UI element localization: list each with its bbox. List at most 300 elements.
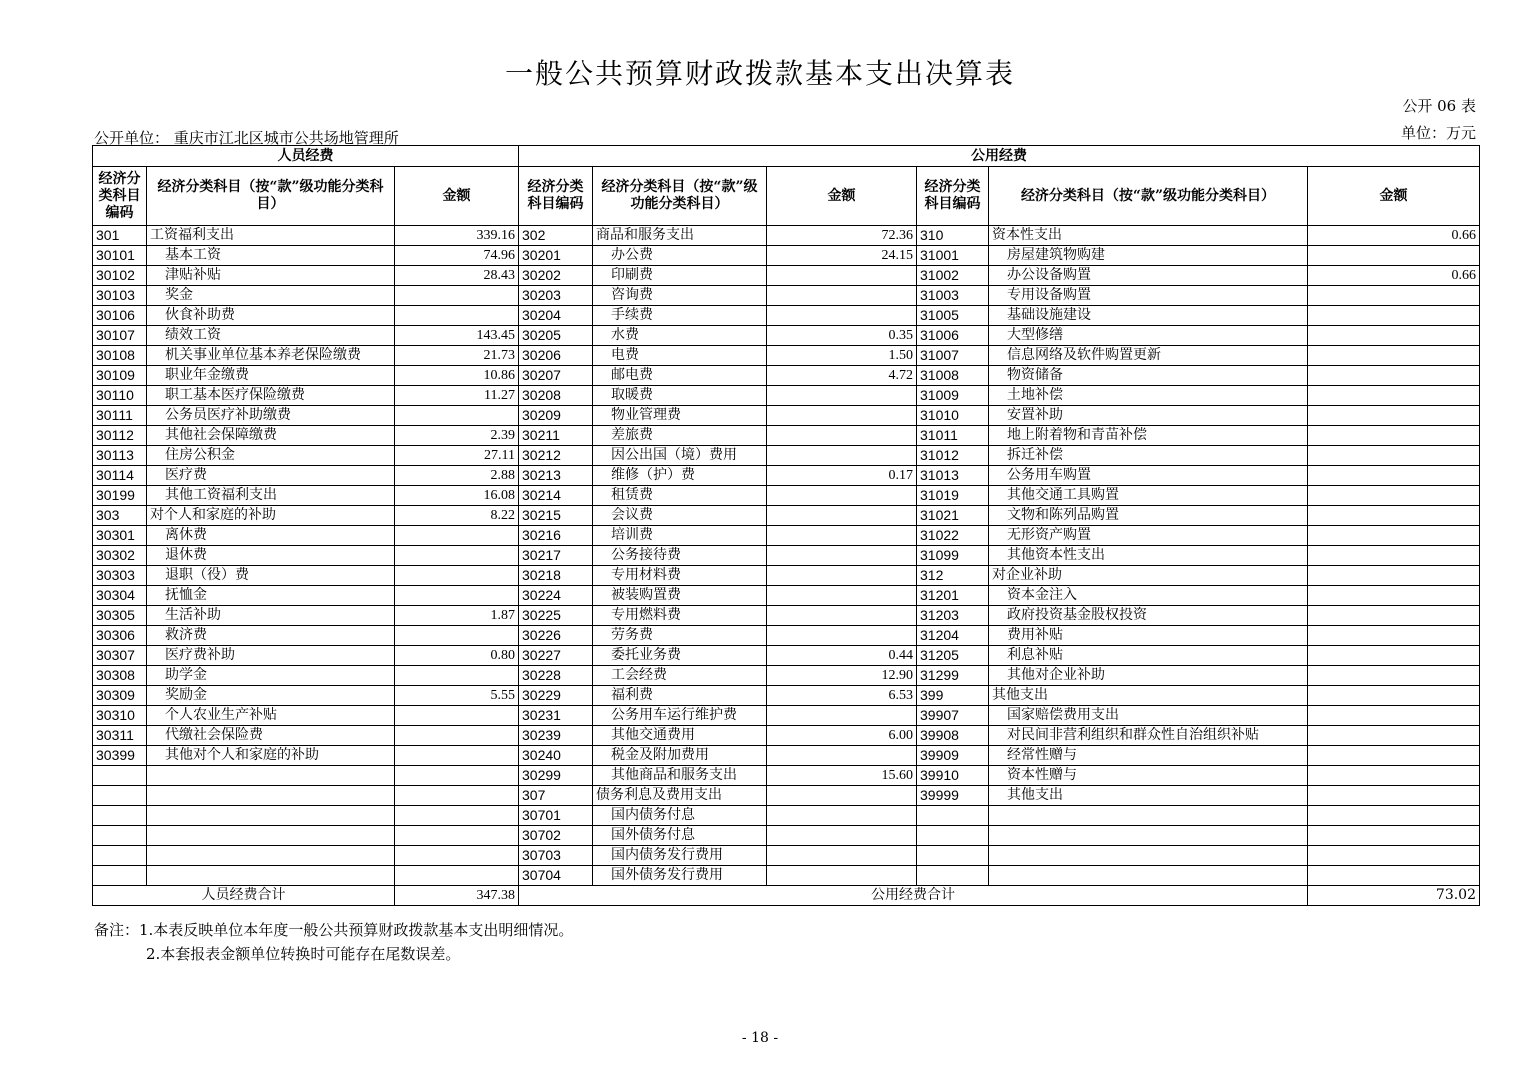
code-cell: 31008 [917,366,989,386]
name-cell: 对企业补助 [989,566,1308,586]
amount-cell [767,526,917,546]
name-cell: 专用燃料费 [593,606,767,626]
code-cell: 307 [519,786,593,806]
code-cell: 31009 [917,386,989,406]
name-cell: 办公费 [593,246,767,266]
notes [94,918,573,966]
code-cell: 31013 [917,466,989,486]
code-cell: 30205 [519,326,593,346]
table-row [93,746,1480,766]
amount-cell [767,426,917,446]
amount-cell: 72.36 [767,226,917,246]
amount-cell [1308,866,1480,886]
code-cell [93,826,147,846]
name-cell: 职工基本医疗保险缴费 [147,386,395,406]
amount-cell [1308,426,1480,446]
code-cell: 31022 [917,526,989,546]
code-cell: 30114 [93,466,147,486]
amount-cell [767,826,917,846]
amount-cell [1308,686,1480,706]
name-cell: 对民间非营利组织和群众性自治组织补贴 [989,726,1308,746]
code-cell: 30112 [93,426,147,446]
table-row [93,686,1480,706]
name-cell: 咨询费 [593,286,767,306]
name-cell [989,826,1308,846]
name-cell [147,766,395,786]
name-cell: 基础设施建设 [989,306,1308,326]
code-cell: 30229 [519,686,593,706]
code-cell: 31203 [917,606,989,626]
code-cell: 39910 [917,766,989,786]
expenditure-table [92,145,1480,906]
table-row [93,646,1480,666]
amount-cell [767,566,917,586]
name-cell: 电费 [593,346,767,366]
name-cell: 物业管理费 [593,406,767,426]
name-cell: 培训费 [593,526,767,546]
name-cell: 其他支出 [989,786,1308,806]
name-cell: 其他资本性支出 [989,546,1308,566]
amount-cell [1308,446,1480,466]
name-cell: 其他对企业补助 [989,666,1308,686]
name-cell: 国家赔偿费用支出 [989,706,1308,726]
name-cell: 被装购置费 [593,586,767,606]
name-cell: 利息补贴 [989,646,1308,666]
code-cell: 30239 [519,726,593,746]
table-row [93,586,1480,606]
amount-cell [1308,466,1480,486]
public-total-label: 公用经费合计 [519,886,1308,906]
name-cell: 国内债务付息 [593,806,767,826]
table-row [93,426,1480,446]
code-cell: 30701 [519,806,593,826]
amount-cell: 8.22 [395,506,519,526]
amount-cell [767,746,917,766]
code-cell: 30310 [93,706,147,726]
code-cell: 30704 [519,866,593,886]
code-cell: 30304 [93,586,147,606]
name-cell: 安置补助 [989,406,1308,426]
name-cell: 伙食补助费 [147,306,395,326]
table-row [93,266,1480,286]
table-row [93,506,1480,526]
public-header: 公用经费 [519,146,1480,167]
amount-cell: 339.16 [395,226,519,246]
name-cell: 大型修缮 [989,326,1308,346]
amount-cell [767,586,917,606]
code-cell: 30216 [519,526,593,546]
code-cell: 30217 [519,546,593,566]
amount-cell [767,266,917,286]
amount-cell [1308,386,1480,406]
personnel-header: 人员经费 [93,146,519,167]
name-cell: 劳务费 [593,626,767,646]
name-cell: 资本性支出 [989,226,1308,246]
col-name-c: 经济分类科目（按“款”级功能分类科目） [989,167,1308,226]
name-cell: 政府投资基金股权投资 [989,606,1308,626]
code-cell: 30102 [93,266,147,286]
name-cell: 奖励金 [147,686,395,706]
amount-cell [767,706,917,726]
amount-cell [1308,246,1480,266]
amount-cell [395,706,519,726]
table-row [93,346,1480,366]
table-row [93,846,1480,866]
amount-cell [395,726,519,746]
code-cell: 30311 [93,726,147,746]
amount-cell [395,286,519,306]
amount-cell [1308,326,1480,346]
name-cell: 职业年金缴费 [147,366,395,386]
name-cell: 资本性赠与 [989,766,1308,786]
name-cell: 资本金注入 [989,586,1308,606]
name-cell: 房屋建筑物购建 [989,246,1308,266]
code-cell [917,866,989,886]
table-row [93,306,1480,326]
amount-cell [395,746,519,766]
amount-cell: 5.55 [395,686,519,706]
table-row [93,466,1480,486]
name-cell [989,866,1308,886]
amount-cell [395,786,519,806]
table-row [93,666,1480,686]
code-cell: 30110 [93,386,147,406]
amount-cell [767,626,917,646]
name-cell: 物资储备 [989,366,1308,386]
name-cell: 拆迁补偿 [989,446,1308,466]
table-row [93,766,1480,786]
form-number: 公开 06 表 [1402,97,1476,115]
table-row [93,386,1480,406]
code-cell [917,806,989,826]
name-cell: 专用材料费 [593,566,767,586]
amount-cell: 28.43 [395,266,519,286]
name-cell: 国外债务发行费用 [593,866,767,886]
name-cell: 生活补助 [147,606,395,626]
amount-cell [395,406,519,426]
col-name-a: 经济分类科目（按“款”级功能分类科目） [147,167,395,226]
amount-cell: 74.96 [395,246,519,266]
code-cell: 30204 [519,306,593,326]
name-cell: 取暖费 [593,386,767,406]
amount-cell: 0.35 [767,326,917,346]
personnel-total-amount: 347.38 [395,886,519,906]
col-amount-c: 金额 [1308,167,1480,226]
name-cell: 其他支出 [989,686,1308,706]
name-cell: 商品和服务支出 [593,226,767,246]
amount-cell: 15.60 [767,766,917,786]
name-cell: 租赁费 [593,486,767,506]
amount-cell [767,546,917,566]
code-cell: 31019 [917,486,989,506]
code-cell: 31006 [917,326,989,346]
code-cell: 30301 [93,526,147,546]
code-cell: 30199 [93,486,147,506]
amount-cell: 2.39 [395,426,519,446]
amount-cell [395,806,519,826]
column-header-row [93,167,1480,226]
code-cell: 30702 [519,826,593,846]
code-cell: 30227 [519,646,593,666]
code-cell: 312 [917,566,989,586]
code-cell: 303 [93,506,147,526]
amount-cell [767,486,917,506]
code-cell: 30211 [519,426,593,446]
amount-cell: 0.17 [767,466,917,486]
amount-cell [1308,766,1480,786]
amount-cell [395,626,519,646]
code-cell: 30202 [519,266,593,286]
personnel-total-label: 人员经费合计 [93,886,395,906]
amount-cell: 6.53 [767,686,917,706]
name-cell: 地上附着物和青苗补偿 [989,426,1308,446]
code-cell: 30101 [93,246,147,266]
amount-cell [1308,306,1480,326]
name-cell: 退休费 [147,546,395,566]
table-row [93,706,1480,726]
amount-cell [1308,706,1480,726]
page-number: - 18 - [741,1030,779,1046]
code-cell: 30212 [519,446,593,466]
name-cell: 办公设备购置 [989,266,1308,286]
code-cell [93,766,147,786]
name-cell: 水费 [593,326,767,346]
code-cell: 30399 [93,746,147,766]
code-cell: 30305 [93,606,147,626]
name-cell: 维修（护）费 [593,466,767,486]
col-amount-a: 金额 [395,167,519,226]
code-cell: 30224 [519,586,593,606]
amount-cell: 2.88 [395,466,519,486]
amount-cell: 1.50 [767,346,917,366]
name-cell: 债务利息及费用支出 [593,786,767,806]
note-line-1: 备注：1.本表反映单位本年度一般公共预算财政拨款基本支出明细情况。 [94,921,574,939]
amount-cell [395,546,519,566]
table-row [93,286,1480,306]
code-cell: 30107 [93,326,147,346]
amount-cell [1308,566,1480,586]
amount-cell [395,666,519,686]
code-cell [93,786,147,806]
amount-cell [1308,406,1480,426]
amount-cell [767,386,917,406]
code-cell: 399 [917,686,989,706]
name-cell [147,786,395,806]
name-cell: 代缴社会保险费 [147,726,395,746]
code-cell [93,806,147,826]
name-cell: 工资福利支出 [147,226,395,246]
name-cell: 奖金 [147,286,395,306]
amount-cell [1308,666,1480,686]
table-row [93,866,1480,886]
amount-cell [395,526,519,546]
code-cell: 30215 [519,506,593,526]
table-row [93,566,1480,586]
amount-cell [1308,506,1480,526]
amount-cell [1308,806,1480,826]
name-cell: 委托业务费 [593,646,767,666]
amount-cell: 27.11 [395,446,519,466]
code-cell: 31099 [917,546,989,566]
amount-cell [767,866,917,886]
amount-cell: 24.15 [767,246,917,266]
code-cell: 310 [917,226,989,246]
table-row [93,726,1480,746]
amount-cell [767,606,917,626]
code-cell: 30307 [93,646,147,666]
amount-cell [395,586,519,606]
table-row [93,626,1480,646]
name-cell: 因公出国（境）费用 [593,446,767,466]
code-cell: 30309 [93,686,147,706]
code-cell: 30703 [519,846,593,866]
amount-cell [1308,626,1480,646]
amount-cell [1308,726,1480,746]
amount-cell [767,806,917,826]
code-cell: 30308 [93,666,147,686]
code-cell: 30214 [519,486,593,506]
code-cell: 31007 [917,346,989,366]
amount-cell [1308,606,1480,626]
code-cell: 30203 [519,286,593,306]
table-row [93,446,1480,466]
col-code-b: 经济分类科目编码 [519,167,593,226]
code-cell: 39907 [917,706,989,726]
amount-cell [767,306,917,326]
code-cell: 31204 [917,626,989,646]
name-cell [989,806,1308,826]
name-cell: 救济费 [147,626,395,646]
code-cell: 30213 [519,466,593,486]
amount-cell [1308,826,1480,846]
name-cell: 绩效工资 [147,326,395,346]
note-line-2: 2.本套报表金额单位转换时可能存在尾数误差。 [146,945,461,963]
name-cell: 手续费 [593,306,767,326]
name-cell: 公务用车购置 [989,466,1308,486]
name-cell: 无形资产购置 [989,526,1308,546]
code-cell: 30225 [519,606,593,626]
col-code-a: 经济分类科目编码 [93,167,147,226]
code-cell: 30209 [519,406,593,426]
amount-cell: 6.00 [767,726,917,746]
code-cell: 30226 [519,626,593,646]
name-cell: 费用补贴 [989,626,1308,646]
amount-cell [1308,586,1480,606]
name-cell: 税金及附加费用 [593,746,767,766]
code-cell: 31002 [917,266,989,286]
code-cell: 31012 [917,446,989,466]
amount-cell [395,766,519,786]
code-cell: 30113 [93,446,147,466]
col-code-c: 经济分类科目编码 [917,167,989,226]
code-cell: 30201 [519,246,593,266]
code-cell: 30106 [93,306,147,326]
code-cell: 39908 [917,726,989,746]
page-title: 一般公共预算财政拨款基本支出决算表 [504,57,1015,90]
name-cell: 助学金 [147,666,395,686]
code-cell: 302 [519,226,593,246]
name-cell: 国外债务付息 [593,826,767,846]
name-cell: 差旅费 [593,426,767,446]
name-cell: 公务员医疗补助缴费 [147,406,395,426]
amount-cell [395,566,519,586]
amount-cell [1308,546,1480,566]
table-row [93,546,1480,566]
name-cell [147,826,395,846]
amount-cell [1308,746,1480,766]
amount-cell [767,506,917,526]
code-cell: 31205 [917,646,989,666]
amount-cell: 21.73 [395,346,519,366]
amount-cell: 12.90 [767,666,917,686]
name-cell: 经常性赠与 [989,746,1308,766]
name-cell: 其他对个人和家庭的补助 [147,746,395,766]
code-cell: 31021 [917,506,989,526]
code-cell: 30103 [93,286,147,306]
code-cell: 31001 [917,246,989,266]
name-cell: 离休费 [147,526,395,546]
name-cell [147,846,395,866]
amount-cell: 16.08 [395,486,519,506]
code-cell [917,846,989,866]
name-cell: 退职（役）费 [147,566,395,586]
code-cell: 30302 [93,546,147,566]
name-cell: 会议费 [593,506,767,526]
name-cell: 其他交通费用 [593,726,767,746]
amount-cell: 143.45 [395,326,519,346]
code-cell [917,826,989,846]
name-cell: 抚恤金 [147,586,395,606]
org-name: 重庆市江北区城市公共场地管理所 [173,129,399,147]
name-cell [147,866,395,886]
amount-cell: 11.27 [395,386,519,406]
amount-cell [1308,486,1480,506]
name-cell: 土地补偿 [989,386,1308,406]
code-cell: 39999 [917,786,989,806]
name-cell: 其他社会保障缴费 [147,426,395,446]
name-cell: 其他交通工具购置 [989,486,1308,506]
code-cell: 31201 [917,586,989,606]
amount-cell [767,446,917,466]
group-header-row [93,146,1480,167]
amount-cell [767,286,917,306]
amount-cell [1308,526,1480,546]
amount-cell [1308,846,1480,866]
table-row [93,246,1480,266]
code-cell: 31010 [917,406,989,426]
code-cell: 30108 [93,346,147,366]
code-cell: 30207 [519,366,593,386]
table-row [93,526,1480,546]
code-cell: 30299 [519,766,593,786]
col-name-b: 经济分类科目（按“款”级功能分类科目） [593,167,767,226]
name-cell: 国内债务发行费用 [593,846,767,866]
table-row [93,366,1480,386]
table-row [93,486,1480,506]
amount-cell [395,306,519,326]
table-row [93,606,1480,626]
table-body [93,226,1480,886]
amount-cell: 1.87 [395,606,519,626]
amount-cell [767,406,917,426]
code-cell [93,866,147,886]
totals-row [93,886,1480,906]
amount-cell [767,846,917,866]
amount-cell [1308,286,1480,306]
code-cell: 31003 [917,286,989,306]
table-row [93,806,1480,826]
code-cell: 30218 [519,566,593,586]
